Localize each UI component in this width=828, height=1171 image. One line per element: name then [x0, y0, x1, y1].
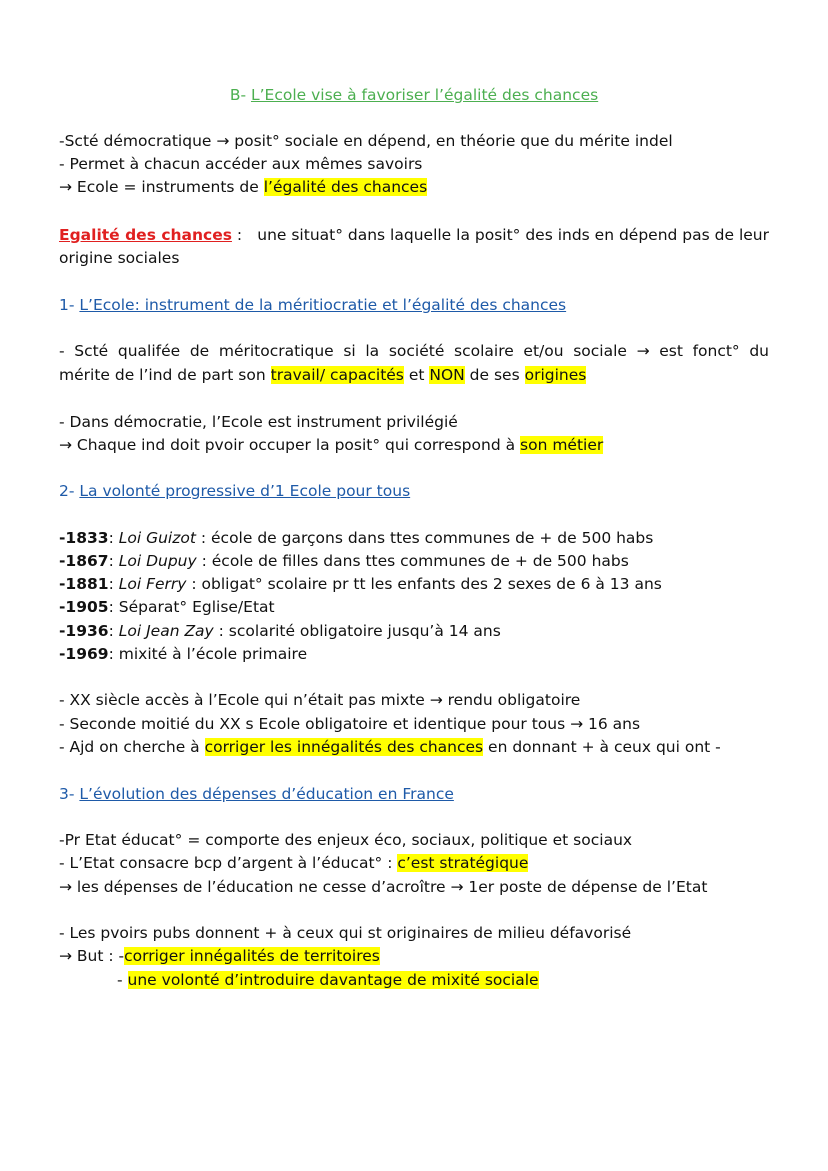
s1-line-4: [59, 434, 603, 456]
subsection-2-heading: [59, 480, 410, 502]
s3-line-5: [59, 945, 380, 967]
s3-line-2: [59, 852, 528, 874]
highlight: travail/ capacités: [270, 366, 404, 384]
subsection-3-heading: [59, 783, 454, 805]
s1-text-a: mérite de l’ind de part son: [59, 366, 271, 384]
highlight: une volonté d’introduire davantage de mixité sociale: [127, 971, 539, 989]
highlight: son métier: [520, 436, 604, 454]
timeline-year: -1881: [59, 575, 109, 593]
s3-line-4: - Les pvoirs pubs donnent + à ceux qui st originaires de milieu défavorisé: [59, 924, 632, 942]
timeline-sep: :: [108, 598, 119, 616]
subsection-1-number: 1-: [59, 296, 80, 314]
s1-paragraph-line-1: - Scté qualifée de méritocratique si la société scolaire et/ou sociale → est fonct° du: [59, 342, 769, 360]
timeline-law: Loi Dupuy: [118, 552, 197, 570]
intro-line-3: [59, 176, 427, 198]
highlight: l’égalité des chances: [263, 178, 428, 196]
s2-note-3-pre: - Ajd on cherche à: [59, 738, 205, 756]
definition-text: une situat° dans laquelle la posit° des inds en dépend pas de leur: [257, 226, 769, 244]
timeline-law: Loi Ferry: [118, 575, 187, 593]
timeline-item: [59, 643, 307, 665]
timeline-year: -1969: [59, 645, 109, 663]
timeline-item: [59, 550, 629, 572]
s2-note-3-post: en donnant + à ceux qui ont -: [483, 738, 721, 756]
subsection-3-title: L’évolution des dépenses d’éducation en France: [79, 785, 454, 803]
section-title-prefix: B-: [229, 86, 251, 104]
timeline-year: -1867: [59, 552, 109, 570]
definition-term: Egalité des chances: [59, 226, 232, 244]
section-title: [0, 84, 828, 106]
timeline-text: mixité à l’école primaire: [118, 645, 308, 663]
intro-line-2: - Permet à chacun accéder aux mêmes savoirs: [59, 155, 423, 173]
definition-colon: :: [231, 226, 243, 244]
timeline-law: Loi Jean Zay: [118, 622, 214, 640]
timeline-text: : école de garçons dans ttes communes de + de 500 habs: [195, 529, 654, 547]
subsection-2-title: La volonté progressive d’1 Ecole pour tous: [79, 482, 411, 500]
subsection-3-number: 3-: [59, 785, 80, 803]
section-title-text: L’Ecole vise à favoriser l’égalité des chances: [250, 86, 599, 104]
highlight: c’est stratégique: [397, 854, 529, 872]
s1-line-3: - Dans démocratie, l’Ecole est instrument privilégié: [59, 413, 458, 431]
s1-text-c: de ses: [464, 366, 525, 384]
s3-line-1: -Pr Etat éducat° = comporte des enjeux éco, sociaux, politique et sociaux: [59, 831, 633, 849]
s2-note-3: [59, 736, 721, 758]
s2-note-2: - Seconde moitié du XX s Ecole obligatoire et identique pour tous → 16 ans: [59, 715, 641, 733]
definition-line-1: [59, 224, 769, 246]
timeline-text: : école de filles dans ttes communes de + de 500 habs: [196, 552, 629, 570]
intro-line-1: -Scté démocratique → posit° sociale en dépend, en théorie que du mérite indel: [59, 132, 673, 150]
timeline-item: [59, 573, 662, 595]
timeline-text: Séparat° Eglise/Etat: [118, 598, 275, 616]
s1-line-4-text: → Chaque ind doit pvoir occuper la posit° qui correspond à: [59, 436, 521, 454]
highlight: corriger les innégalités des chances: [204, 738, 484, 756]
timeline-sep: :: [108, 529, 119, 547]
s3-line-5-text: → But : -: [59, 947, 125, 965]
highlight: corriger innégalités de territoires: [124, 947, 380, 965]
s3-line-3: → les dépenses de l’éducation ne cesse d’acroître → 1er poste de dépense de l’Etat: [59, 878, 708, 896]
timeline-year: -1936: [59, 622, 109, 640]
subsection-1-heading: [59, 294, 566, 316]
timeline-text: : obligat° scolaire pr tt les enfants des 2 sexes de 6 à 13 ans: [186, 575, 662, 593]
timeline-sep: :: [108, 645, 119, 663]
timeline-sep: :: [108, 622, 119, 640]
s3-line-2-text: - L’Etat consacre bcp d’argent à l’éducat° :: [59, 854, 398, 872]
timeline-year: -1833: [59, 529, 109, 547]
highlight: NON: [429, 366, 465, 384]
s1-text-b: et: [403, 366, 430, 384]
intro-line-3-text: → Ecole = instruments de: [59, 178, 264, 196]
s3-line-6-text: -: [117, 971, 128, 989]
timeline-item: [59, 527, 653, 549]
timeline-item: [59, 620, 501, 642]
s3-line-6: [117, 969, 539, 991]
timeline-law: Loi Guizot: [118, 529, 196, 547]
timeline-sep: :: [108, 552, 119, 570]
s1-paragraph-line-2: [59, 364, 586, 386]
timeline-sep: :: [108, 575, 119, 593]
definition-line-2: origine sociales: [59, 249, 180, 267]
timeline-item: [59, 596, 275, 618]
highlight: origines: [524, 366, 587, 384]
subsection-2-number: 2-: [59, 482, 80, 500]
subsection-1-title: L’Ecole: instrument de la méritiocratie et l’égalité des chances: [79, 296, 567, 314]
s2-note-1: - XX siècle accès à l’Ecole qui n’était pas mixte → rendu obligatoire: [59, 691, 581, 709]
timeline-year: -1905: [59, 598, 109, 616]
timeline-text: : scolarité obligatoire jusqu’à 14 ans: [213, 622, 501, 640]
